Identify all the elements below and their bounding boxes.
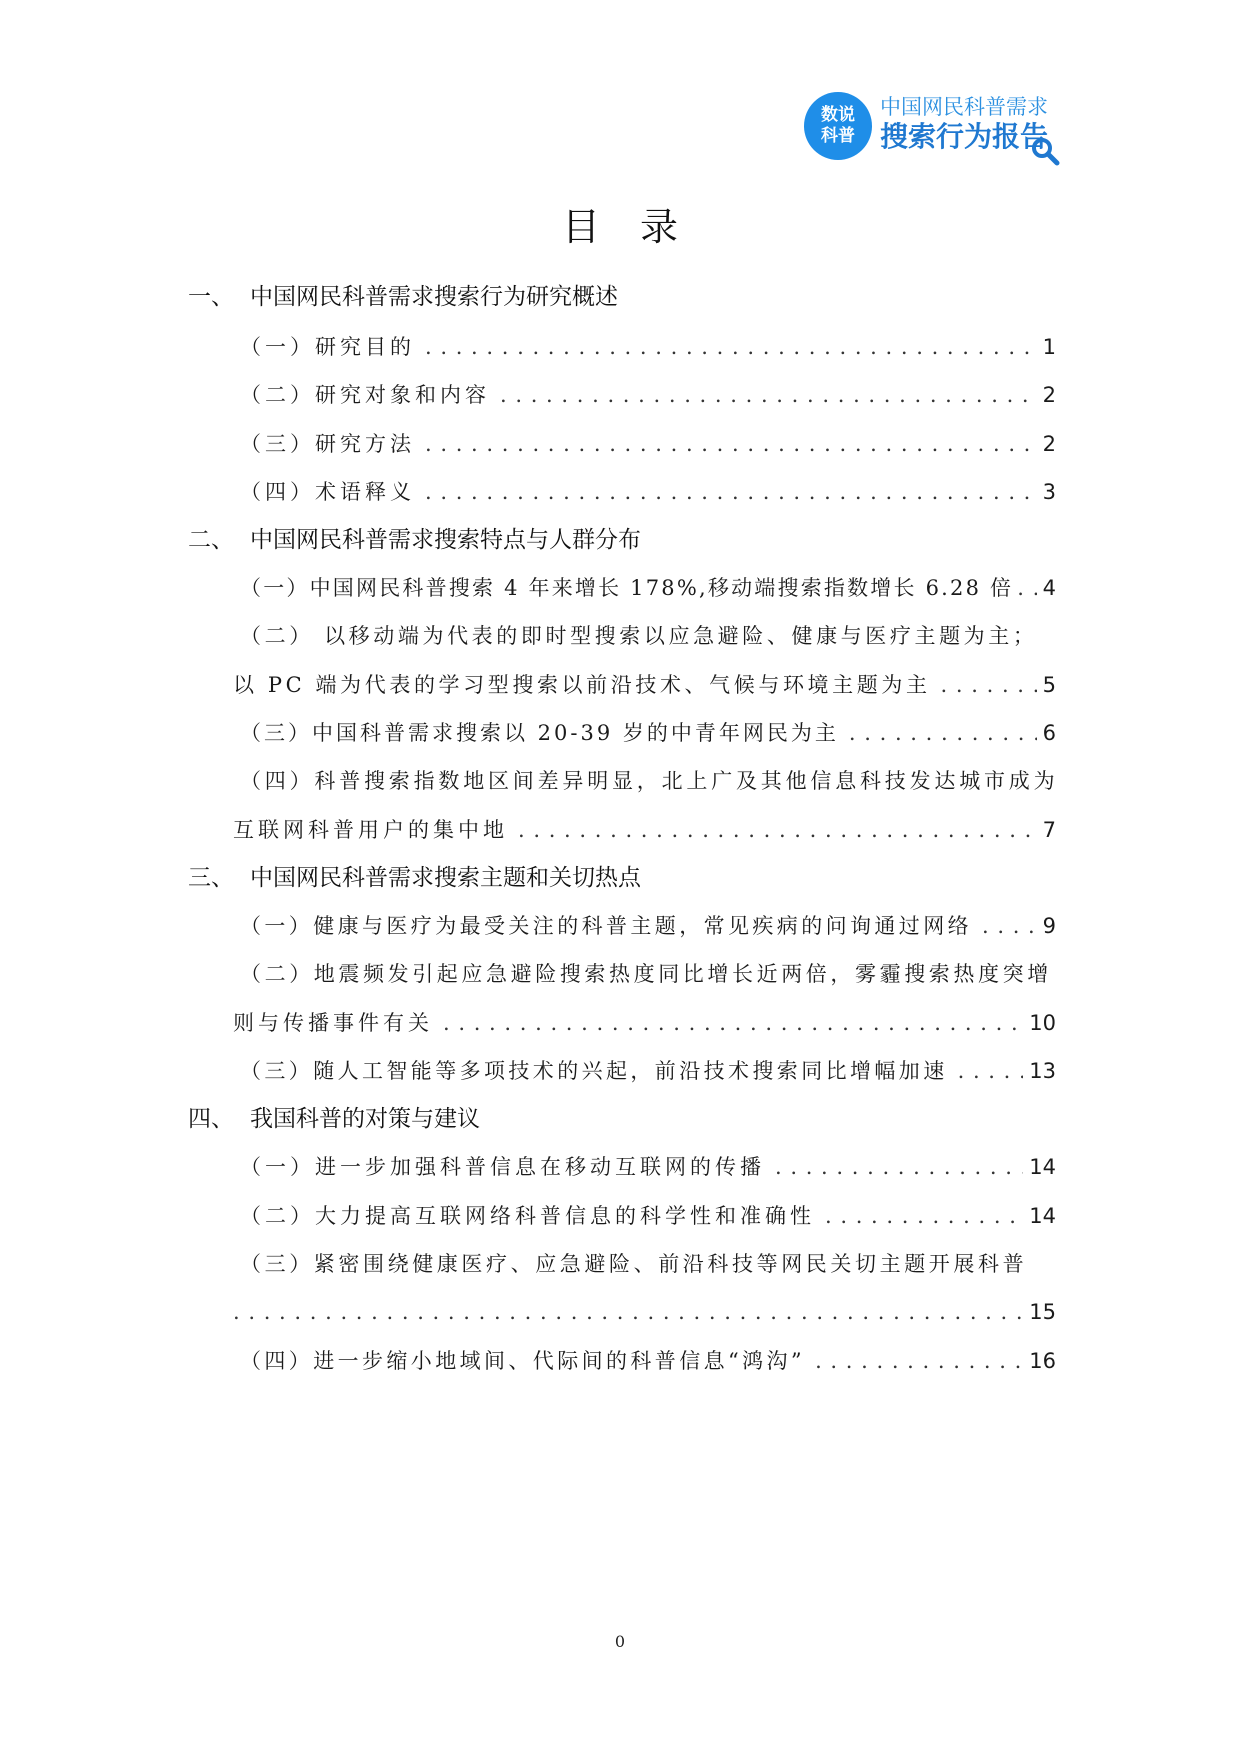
section-heading-2[interactable] — [188, 523, 641, 557]
report-logo — [804, 90, 1064, 170]
leader-dots — [958, 1054, 1024, 1088]
leader-dots — [849, 716, 1037, 750]
section-number: 二、 — [188, 527, 234, 553]
entry-text: 互联网科普用户的集中地 — [233, 818, 508, 842]
leader-dots — [775, 1150, 1023, 1184]
logo-line1: 中国网民科普需求 — [880, 95, 1048, 119]
entry-text: （三）研究方法 — [240, 432, 415, 456]
toc-entry[interactable] — [240, 716, 1056, 750]
entry-page: 15 — [1029, 1300, 1056, 1324]
entry-text: （二）研究对象和内容 — [240, 383, 490, 407]
section-number: 四、 — [188, 1106, 234, 1132]
leader-dots — [425, 475, 1037, 509]
entry-text: （一）中国网民科普搜索 4 年来增长 178%,移动端搜索指数增长 6.28 倍 — [240, 576, 1014, 600]
entry-page: 14 — [1029, 1204, 1056, 1228]
leader-dots — [425, 330, 1037, 364]
logo-line2: 搜索行为报告 — [880, 120, 1049, 153]
logo-badge-line1: 数说 — [821, 105, 855, 125]
leader-dots — [941, 668, 1037, 702]
entry-text: （四）科普搜索指数地区间差异明显，北上广及其他信息科技发达城市成为 — [240, 769, 1059, 793]
leader-dots — [500, 378, 1037, 412]
section-heading-1[interactable] — [188, 280, 618, 314]
entry-page: 6 — [1042, 721, 1056, 745]
leader-dots — [1017, 571, 1036, 605]
section-number: 一、 — [188, 284, 234, 310]
section-title: 中国网民科普需求搜索行为研究概述 — [250, 284, 618, 310]
magnifier-icon — [1030, 136, 1060, 166]
section-title: 中国网民科普需求搜索特点与人群分布 — [250, 527, 641, 553]
entry-page: 4 — [1042, 576, 1056, 600]
toc-title: 目录 — [561, 205, 718, 249]
leader-dots — [518, 813, 1037, 847]
section-title: 我国科普的对策与建议 — [250, 1106, 480, 1132]
logo-badge-line2: 科普 — [821, 126, 855, 146]
entry-text: （三）紧密围绕健康医疗、应急避险、前沿科技等网民关切主题开展科普 — [240, 1252, 1028, 1276]
entry-page: 3 — [1042, 480, 1056, 504]
leader-dots — [443, 1006, 1023, 1040]
entry-text: （一）进一步加强科普信息在移动互联网的传播 — [240, 1155, 765, 1179]
toc-entry-continuation[interactable] — [233, 813, 1056, 847]
entry-page: 5 — [1042, 673, 1056, 697]
entry-text: （一）健康与医疗为最受关注的科普主题，常见疾病的问询通过网络 — [240, 914, 972, 938]
leader-dots — [825, 1199, 1023, 1233]
section-number: 三、 — [188, 865, 234, 891]
toc-entry[interactable] — [240, 909, 1056, 943]
toc-entry[interactable] — [240, 571, 1056, 605]
leader-dots — [982, 909, 1037, 943]
entry-text: （三）随人工智能等多项技术的兴起，前沿技术搜索同比增幅加速 — [240, 1059, 948, 1083]
toc-entry-continuation[interactable] — [233, 1006, 1056, 1040]
toc-entry[interactable] — [240, 330, 1056, 364]
entry-page: 14 — [1029, 1155, 1056, 1179]
leader-dots — [815, 1344, 1023, 1378]
section-heading-3[interactable] — [188, 861, 641, 895]
toc-entry[interactable] — [240, 1150, 1056, 1184]
section-title: 中国网民科普需求搜索主题和关切热点 — [250, 865, 641, 891]
entry-text: （三）中国科普需求搜索以 20-39 岁的中青年网民为主 — [240, 721, 839, 745]
toc-entry[interactable] — [240, 1054, 1056, 1088]
logo-badge — [804, 92, 872, 160]
entry-text: （四）术语释义 — [240, 480, 415, 504]
entry-text: （四）进一步缩小地域间、代际间的科普信息“鸿沟” — [240, 1349, 806, 1373]
entry-page: 2 — [1042, 383, 1056, 407]
entry-text: 以 PC 端为代表的学习型搜索以前沿技术、气候与环境主题为主 — [233, 673, 931, 697]
entry-text: （二） 以移动端为代表的即时型搜索以应急避险、健康与医疗主题为主； — [240, 624, 1038, 648]
entry-text: （一）研究目的 — [240, 335, 415, 359]
entry-page: 2 — [1042, 432, 1056, 456]
entry-page: 1 — [1042, 335, 1056, 359]
toc-entry-continuation[interactable] — [233, 1295, 1056, 1329]
toc-entry[interactable] — [240, 378, 1056, 412]
entry-page: 16 — [1029, 1349, 1056, 1373]
entry-text: （二）大力提高互联网络科普信息的科学性和准确性 — [240, 1204, 815, 1228]
toc-entry[interactable] — [240, 475, 1056, 509]
toc-entry[interactable] — [240, 1344, 1056, 1378]
section-heading-4[interactable] — [188, 1102, 480, 1136]
toc-entry[interactable] — [240, 1199, 1056, 1233]
leader-dots — [233, 1295, 1023, 1329]
toc-entry[interactable] — [240, 957, 1056, 991]
page-number: 0 — [614, 1632, 626, 1651]
toc-entry[interactable] — [240, 764, 1059, 798]
entry-text: （二）地震频发引起应急避险搜索热度同比增长近两倍，雾霾搜索热度突增 — [240, 962, 1052, 986]
leader-dots — [425, 427, 1037, 461]
entry-text: 则与传播事件有关 — [233, 1011, 433, 1035]
entry-page: 7 — [1042, 818, 1056, 842]
entry-page: 13 — [1029, 1059, 1056, 1083]
entry-page: 10 — [1029, 1011, 1056, 1035]
toc-entry-continuation[interactable] — [233, 668, 1056, 702]
toc-entry[interactable] — [240, 619, 1056, 653]
toc-entry[interactable] — [240, 427, 1056, 461]
entry-page: 9 — [1042, 914, 1056, 938]
logo-text — [880, 94, 1048, 154]
toc-entry[interactable] — [240, 1247, 1056, 1281]
